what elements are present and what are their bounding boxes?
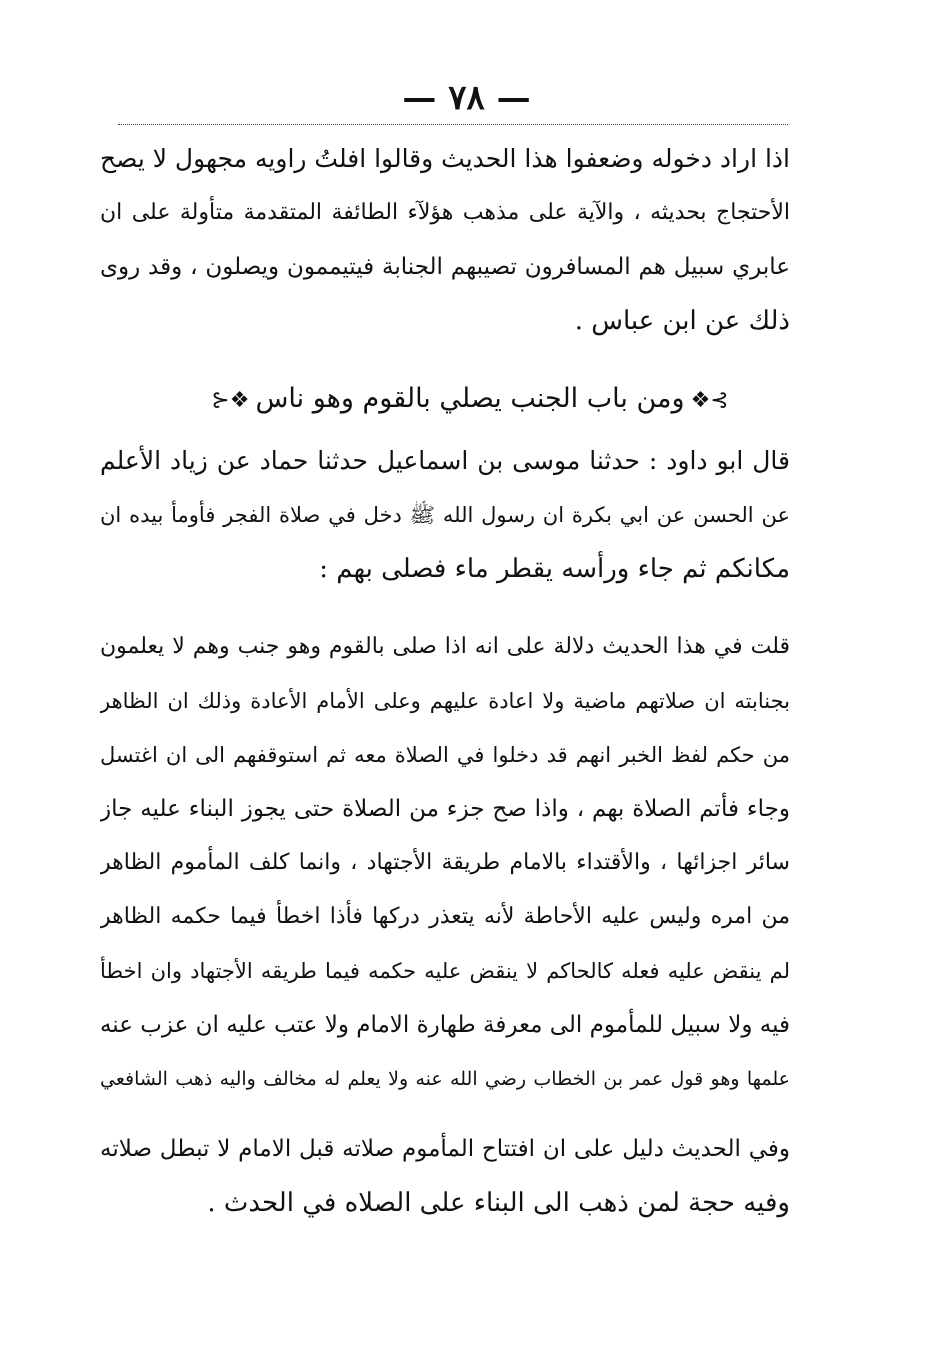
text-line: بجنابته ان صلاتهم ماضية ولا اعادة عليهم وعلى الأمام الأعادة وذلك ان الظاهر (100, 689, 790, 713)
paragraph-2 (100, 434, 790, 596)
text-line: عن الحسن عن ابي بكرة ان رسول الله ﷺ دخل في صلاة الفجر فأومأ بيده ان (100, 503, 790, 527)
text-line: عابري سبيل هم المسافرون تصيبهم الجنابة فيتيممون ويصلون ، وقد روى (100, 254, 790, 280)
page-number: — ٧٨ — (402, 78, 531, 118)
text-line: من حكم لفظ الخبر انهم قد دخلوا في الصلاة معه ثم استوقفهم الى ان اغتسل (100, 743, 790, 767)
section-heading-text: ومن باب الجنب يصلي بالقوم وهو ناس (255, 383, 685, 414)
text-line: علمها وهو قول عمر بن الخطاب رضي الله عنه ولا يعلم له مخالف واليه ذهب الشافعي (100, 1068, 790, 1090)
text-line: وفيه حجة لمن ذهب الى البناء على الصلاه في الحدث . (207, 1188, 790, 1218)
text-line: وجاء فأتم الصلاة بهم ، واذا صح جزء من الصلاة حتى يجوز البناء عليه جاز (100, 796, 790, 822)
text-line: الأحتجاج بحديثه ، والآية على مذهب هؤلآء الطائفة المتقدمة متأولة على ان (100, 200, 790, 225)
text-line: سائر اجزائها ، والأقتداء بالامام طريقة الأجتهاد ، وانما كلف المأموم الظاهر (100, 850, 790, 875)
text-line: وفي الحديث دليل على ان افتتاح المأموم صلاته قبل الامام لا تبطل صلاته (100, 1136, 790, 1162)
ornament-left-icon: ❖⊰ (211, 388, 250, 413)
text-line: لم ينقض عليه فعله كالحاكم لا ينقض عليه حكمه فيما طريقه الأجتهاد وان اخطأ (100, 959, 790, 983)
paragraph-4 (100, 1122, 790, 1230)
ornament-right-icon: ⊱❖ (690, 388, 729, 413)
text-line: قال ابو داود : حدثنا موسى بن اسماعيل حدثنا حماد عن زياد الأعلم (100, 446, 790, 475)
text-line: ذلك عن ابن عباس . (574, 306, 790, 336)
text-line: قلت في هذا الحديث دلالة على انه اذا صلى بالقوم وهو جنب وهم لا يعلمون (100, 634, 790, 659)
text-line: من امره وليس عليه الأحاطة لأنه يتعذر دركها فأذا اخطأ فيما حكمه الظاهر (100, 904, 790, 929)
text-line: مكانكم ثم جاء ورأسه يقطر ماء فصلى بهم : (319, 554, 790, 584)
paragraph-3 (100, 620, 790, 1106)
header-rule (118, 124, 788, 125)
section-heading (190, 372, 750, 426)
text-line: فيه ولا سبيل للمأموم الى معرفة طهارة الامام ولا عتب عليه ان عزب عنه (100, 1012, 790, 1038)
paragraph-1 (100, 132, 790, 348)
text-line: اذا اراد دخوله وضعفوا هذا الحديث وقالوا افلتُ راويه مجهول لا يصح (100, 144, 790, 173)
